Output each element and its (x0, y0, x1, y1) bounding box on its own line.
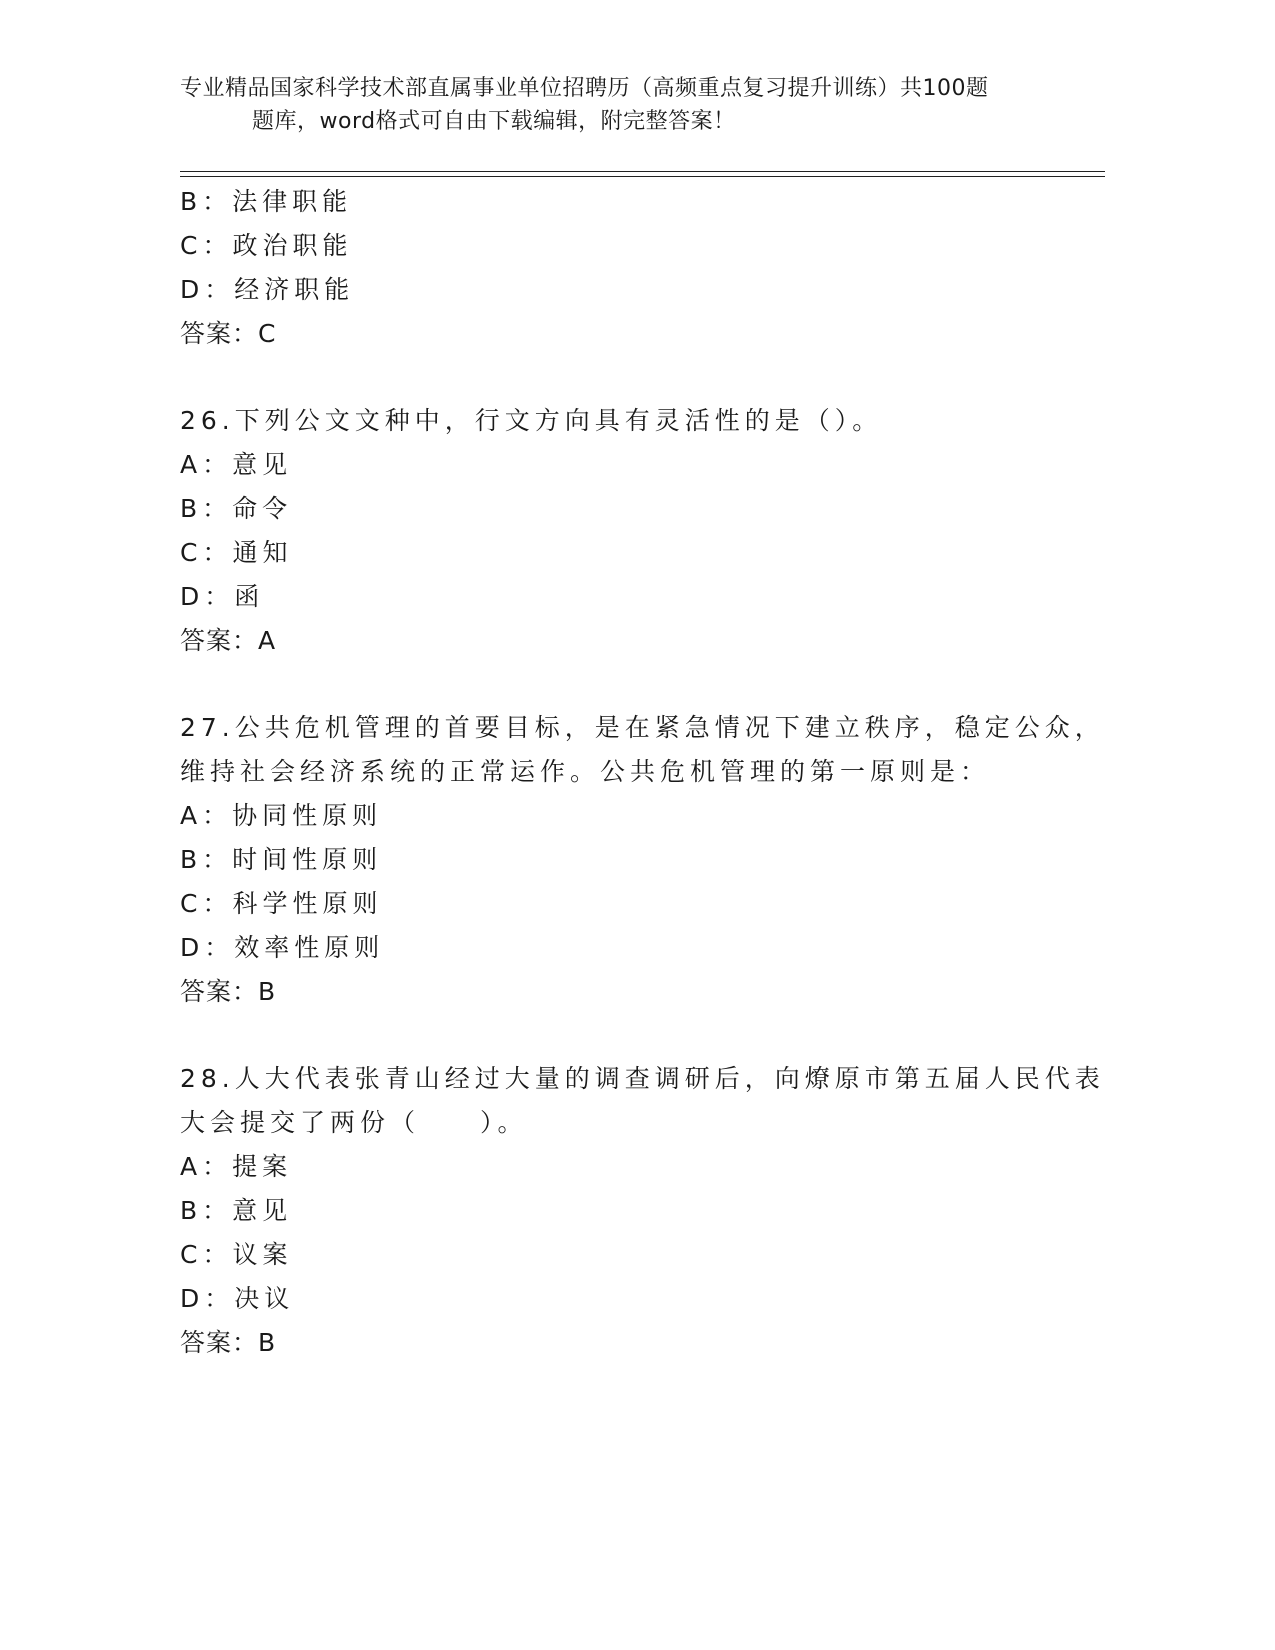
question-stem-line2: 大会提交了两份（ ）。 (180, 1108, 528, 1137)
option-b: B：时间性原则 (180, 845, 383, 874)
question-stem-line2: 维持社会经济系统的正常运作。公共危机管理的第一原则是： (180, 757, 991, 786)
page-header (180, 72, 1060, 138)
answer: 答案：C (180, 319, 277, 348)
option-a: A：协同性原则 (180, 801, 383, 830)
header-divider-top (180, 171, 1105, 172)
option-a: A：提案 (180, 1152, 293, 1181)
option-b: B：法律职能 (180, 187, 353, 216)
question-stem-line1: 28.人大代表张青山经过大量的调查调研后，向燎原市第五届人民代表 (180, 1064, 1105, 1093)
question-27 (180, 709, 1105, 1017)
option-d: D：函 (180, 582, 265, 611)
header-title-line2: 题库，word格式可自由下载编辑，附完整答案！ (252, 109, 736, 134)
option-d: D：经济职能 (180, 275, 355, 304)
header-divider-bottom (180, 176, 1105, 177)
document-body (180, 183, 1105, 1368)
question-stem: 26.下列公文文种中，行文方向具有灵活性的是（）。 (180, 406, 883, 435)
answer: 答案：B (180, 977, 277, 1006)
option-d: D：效率性原则 (180, 933, 385, 962)
question-25-tail (180, 183, 1080, 359)
option-b: B：意见 (180, 1196, 293, 1225)
answer: 答案：A (180, 626, 277, 655)
header-title-line1: 专业精品国家科学技术部直属事业单位招聘历（高频重点复习提升训练）共100题 (180, 76, 989, 101)
option-b: B：命令 (180, 494, 293, 523)
option-d: D：决议 (180, 1284, 295, 1313)
question-stem-line1: 27.公共危机管理的首要目标，是在紧急情况下建立秩序，稳定公众， (180, 713, 1105, 742)
option-c: C：政治职能 (180, 231, 353, 260)
option-c: C：通知 (180, 538, 293, 567)
answer: 答案：B (180, 1328, 277, 1357)
question-26 (180, 402, 1080, 666)
question-28 (180, 1060, 1105, 1368)
option-c: C：科学性原则 (180, 889, 383, 918)
option-a: A：意见 (180, 450, 293, 479)
option-c: C：议案 (180, 1240, 293, 1269)
